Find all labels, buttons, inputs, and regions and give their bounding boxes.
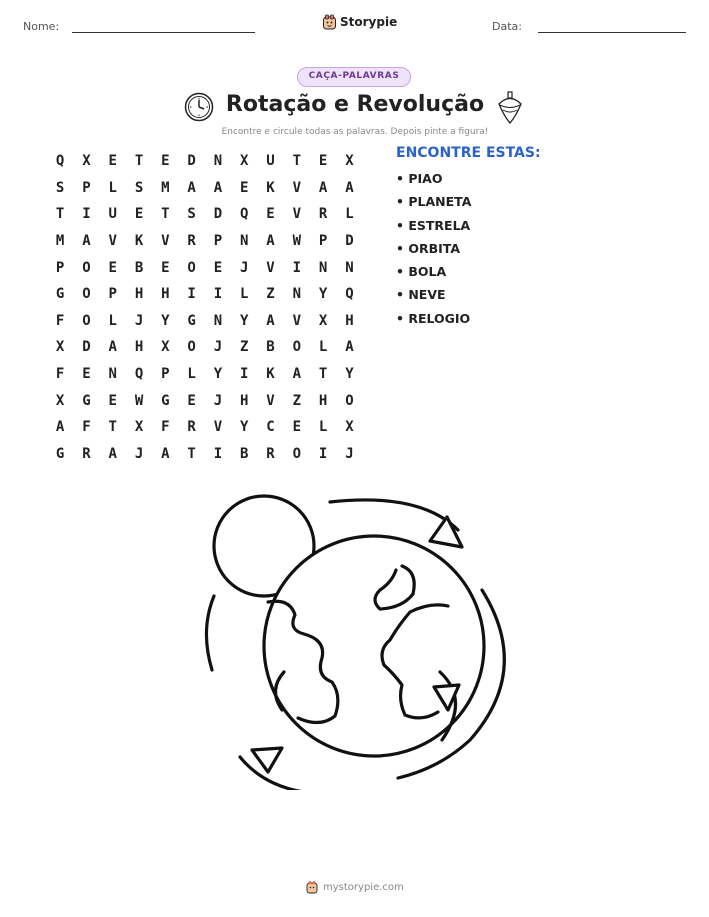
logo-text: Storypie (340, 15, 398, 29)
grid-letter[interactable]: E (134, 206, 144, 223)
grid-letter[interactable]: V (292, 312, 302, 329)
grid-letter[interactable]: V (266, 392, 275, 409)
grid-letter[interactable]: D (82, 339, 91, 356)
storypie-footer-logo-icon (306, 880, 318, 894)
grid-letter[interactable]: Y (240, 419, 249, 436)
grid-letter[interactable]: L (240, 286, 249, 303)
name-line[interactable] (72, 32, 255, 33)
grid-letter[interactable]: H (345, 312, 354, 329)
grid-letter[interactable]: N (108, 366, 117, 383)
grid-letter[interactable]: X (134, 419, 144, 436)
grid-letter[interactable]: R (266, 445, 275, 462)
grid-letter[interactable]: P (82, 179, 91, 196)
name-label: Nome: (23, 20, 60, 33)
grid-letter[interactable]: Y (161, 312, 170, 329)
grid-letter[interactable]: I (292, 259, 302, 276)
word-list (396, 171, 471, 334)
grid-letter[interactable]: E (240, 179, 249, 196)
grid-letter[interactable]: E (318, 153, 328, 170)
grid-letter[interactable]: P (318, 233, 328, 250)
grid-letter[interactable]: B (134, 259, 144, 276)
grid-letter[interactable]: A (82, 233, 91, 250)
grid-letter[interactable]: U (266, 153, 275, 170)
grid-letter[interactable]: J (345, 445, 354, 462)
earth-moon-orbit-illustration (195, 490, 515, 790)
activity-badge: CAÇA-PALAVRAS (297, 67, 411, 87)
grid-row (47, 441, 363, 468)
grid-letter[interactable]: Y (318, 286, 328, 303)
grid-letter[interactable]: A (187, 179, 196, 196)
grid-letter[interactable]: A (266, 233, 275, 250)
grid-letter[interactable]: A (345, 339, 354, 356)
grid-letter[interactable]: N (213, 312, 223, 329)
grid-letter[interactable]: P (55, 259, 65, 276)
grid-letter[interactable]: T (292, 153, 302, 170)
grid-letter[interactable]: T (187, 445, 196, 462)
grid-letter[interactable]: E (82, 366, 91, 383)
grid-letter[interactable]: O (187, 259, 196, 276)
grid-letter[interactable]: I (82, 206, 91, 223)
grid-letter[interactable]: M (161, 179, 170, 196)
grid-letter[interactable]: S (55, 179, 65, 196)
grid-row (47, 387, 363, 414)
grid-letter[interactable]: S (187, 206, 196, 223)
grid-letter[interactable]: Q (134, 366, 144, 383)
grid-letter[interactable]: E (266, 206, 275, 223)
grid-letter[interactable]: D (345, 233, 354, 250)
grid-letter[interactable]: X (318, 312, 328, 329)
grid-letter[interactable]: R (82, 445, 91, 462)
grid-letter[interactable]: E (108, 259, 117, 276)
grid-row (47, 414, 363, 441)
grid-row (47, 148, 363, 175)
spinning-top-icon (496, 91, 524, 125)
grid-letter[interactable]: A (108, 339, 117, 356)
grid-letter[interactable]: X (55, 339, 65, 356)
grid-letter[interactable]: A (213, 179, 223, 196)
grid-letter[interactable]: L (187, 366, 196, 383)
grid-letter[interactable]: X (55, 392, 65, 409)
grid-letter[interactable]: K (266, 179, 275, 196)
grid-letter[interactable]: A (55, 419, 65, 436)
grid-letter[interactable]: O (187, 339, 196, 356)
date-label: Data: (492, 20, 522, 33)
word-list-title: ENCONTRE ESTAS: (396, 145, 541, 161)
grid-letter[interactable]: N (318, 259, 328, 276)
grid-letter[interactable]: Q (240, 206, 249, 223)
grid-letter[interactable]: A (345, 179, 354, 196)
word-list-item: • PIAO (396, 171, 443, 186)
grid-letter[interactable]: J (240, 259, 249, 276)
word-list-item: • ORBITA (396, 240, 461, 256)
grid-letter[interactable]: A (161, 445, 170, 462)
grid-letter[interactable]: V (108, 233, 117, 250)
grid-letter[interactable]: Y (240, 312, 249, 329)
grid-letter[interactable]: J (213, 392, 223, 409)
grid-letter[interactable]: V (161, 233, 170, 250)
grid-letter[interactable]: E (292, 419, 302, 436)
storypie-logo-icon (322, 14, 337, 30)
grid-letter[interactable]: R (187, 233, 196, 250)
grid-letter[interactable]: V (266, 259, 275, 276)
footer-url[interactable]: mystorypie.com (323, 881, 404, 893)
grid-letter[interactable]: X (82, 153, 91, 170)
word-list-item: • PLANETA (396, 194, 472, 210)
grid-letter[interactable]: V (292, 179, 302, 196)
grid-letter[interactable]: N (292, 286, 302, 303)
grid-letter[interactable]: G (55, 445, 65, 462)
grid-row (47, 175, 363, 202)
grid-letter[interactable]: X (240, 153, 249, 170)
instructions: Encontre e circule todas as palavras. Depois pinte a figura! (221, 127, 489, 137)
grid-letter[interactable]: K (134, 233, 144, 250)
grid-letter[interactable]: B (266, 339, 275, 356)
grid-letter[interactable]: E (108, 153, 117, 170)
grid-letter[interactable]: X (161, 339, 170, 356)
grid-letter[interactable]: R (318, 206, 328, 223)
grid-letter[interactable]: E (161, 153, 170, 170)
grid-letter[interactable]: F (55, 312, 65, 329)
grid-letter[interactable]: R (187, 419, 196, 436)
grid-letter[interactable]: G (82, 392, 91, 409)
grid-letter[interactable]: E (187, 392, 196, 409)
grid-letter[interactable]: W (292, 233, 302, 250)
grid-letter[interactable]: D (213, 206, 223, 223)
grid-letter[interactable]: I (213, 286, 223, 303)
grid-letter[interactable]: L (318, 419, 328, 436)
grid-letter[interactable]: Q (55, 153, 65, 170)
grid-letter[interactable]: H (318, 392, 328, 409)
grid-letter[interactable]: H (134, 286, 144, 303)
grid-letter[interactable]: Q (345, 286, 354, 303)
word-list-item: • BOLA (396, 264, 447, 280)
grid-letter[interactable]: L (108, 179, 117, 196)
grid-letter[interactable]: A (292, 366, 302, 383)
grid-row (47, 361, 363, 388)
grid-row (47, 228, 363, 255)
grid-letter[interactable]: I (213, 445, 223, 462)
grid-letter[interactable]: Y (213, 366, 223, 383)
grid-letter[interactable]: L (108, 312, 117, 329)
grid-letter[interactable]: M (55, 233, 65, 250)
grid-letter[interactable]: T (161, 206, 170, 223)
grid-letter[interactable]: G (161, 392, 170, 409)
grid-letter[interactable]: D (187, 153, 196, 170)
grid-letter[interactable]: I (240, 366, 249, 383)
grid-letter[interactable]: J (134, 445, 144, 462)
grid-letter[interactable]: I (318, 445, 328, 462)
grid-row (47, 254, 363, 281)
grid-letter[interactable]: X (345, 153, 354, 170)
grid-letter[interactable]: P (161, 366, 170, 383)
grid-letter[interactable]: O (345, 392, 354, 409)
grid-letter[interactable]: T (55, 206, 65, 223)
clock-icon (183, 91, 215, 123)
grid-letter[interactable]: Z (266, 286, 275, 303)
grid-letter[interactable]: O (82, 259, 91, 276)
grid-letter[interactable]: T (108, 419, 117, 436)
page-title: Rotação e Revolução (225, 92, 485, 117)
grid-letter[interactable]: A (266, 312, 275, 329)
grid-letter[interactable]: E (213, 259, 223, 276)
grid-letter[interactable]: G (55, 286, 65, 303)
grid-letter[interactable]: T (318, 366, 328, 383)
grid-letter[interactable]: T (134, 153, 144, 170)
grid-letter[interactable]: L (318, 339, 328, 356)
grid-letter[interactable]: A (108, 445, 117, 462)
grid-letter[interactable]: P (108, 286, 117, 303)
grid-row (47, 334, 363, 361)
storypie-logo (322, 14, 397, 30)
footer (306, 880, 404, 894)
grid-letter[interactable]: C (266, 419, 275, 436)
grid-letter[interactable]: O (82, 312, 91, 329)
grid-letter[interactable]: F (55, 366, 65, 383)
grid-letter[interactable]: H (240, 392, 249, 409)
grid-letter[interactable]: F (82, 419, 91, 436)
grid-letter[interactable]: V (213, 419, 223, 436)
grid-letter[interactable]: W (134, 392, 144, 409)
grid-letter[interactable]: N (240, 233, 249, 250)
date-line[interactable] (538, 32, 686, 33)
grid-letter[interactable]: S (134, 179, 144, 196)
grid-letter[interactable]: V (292, 206, 302, 223)
grid-letter[interactable]: E (161, 259, 170, 276)
grid-letter[interactable]: H (134, 339, 144, 356)
grid-letter[interactable]: O (292, 445, 302, 462)
grid-letter[interactable]: L (345, 206, 354, 223)
grid-letter[interactable]: O (292, 339, 302, 356)
grid-letter[interactable]: U (108, 206, 117, 223)
word-list-item: • RELOGIO (396, 310, 471, 326)
grid-letter[interactable]: I (187, 286, 196, 303)
grid-row (47, 281, 363, 308)
grid-letter[interactable]: Y (345, 366, 354, 383)
grid-letter[interactable]: F (161, 419, 170, 436)
grid-letter[interactable]: J (134, 312, 144, 329)
grid-letter[interactable]: E (108, 392, 117, 409)
word-search-grid[interactable] (47, 148, 363, 467)
grid-letter[interactable]: B (240, 445, 249, 462)
word-list-item: • ESTRELA (396, 217, 471, 233)
grid-letter[interactable]: G (187, 312, 196, 329)
grid-row (47, 201, 363, 228)
grid-letter[interactable]: K (266, 366, 275, 383)
grid-letter[interactable]: J (213, 339, 223, 356)
grid-row (47, 308, 363, 335)
grid-letter[interactable]: A (318, 179, 328, 196)
grid-letter[interactable]: Z (292, 392, 302, 409)
word-list-item: • NEVE (396, 287, 446, 303)
grid-letter[interactable]: P (213, 233, 223, 250)
grid-letter[interactable]: N (345, 259, 354, 276)
grid-letter[interactable]: O (82, 286, 91, 303)
grid-letter[interactable]: X (345, 419, 354, 436)
grid-letter[interactable]: Z (240, 339, 249, 356)
grid-letter[interactable]: N (213, 153, 223, 170)
grid-letter[interactable]: H (161, 286, 170, 303)
